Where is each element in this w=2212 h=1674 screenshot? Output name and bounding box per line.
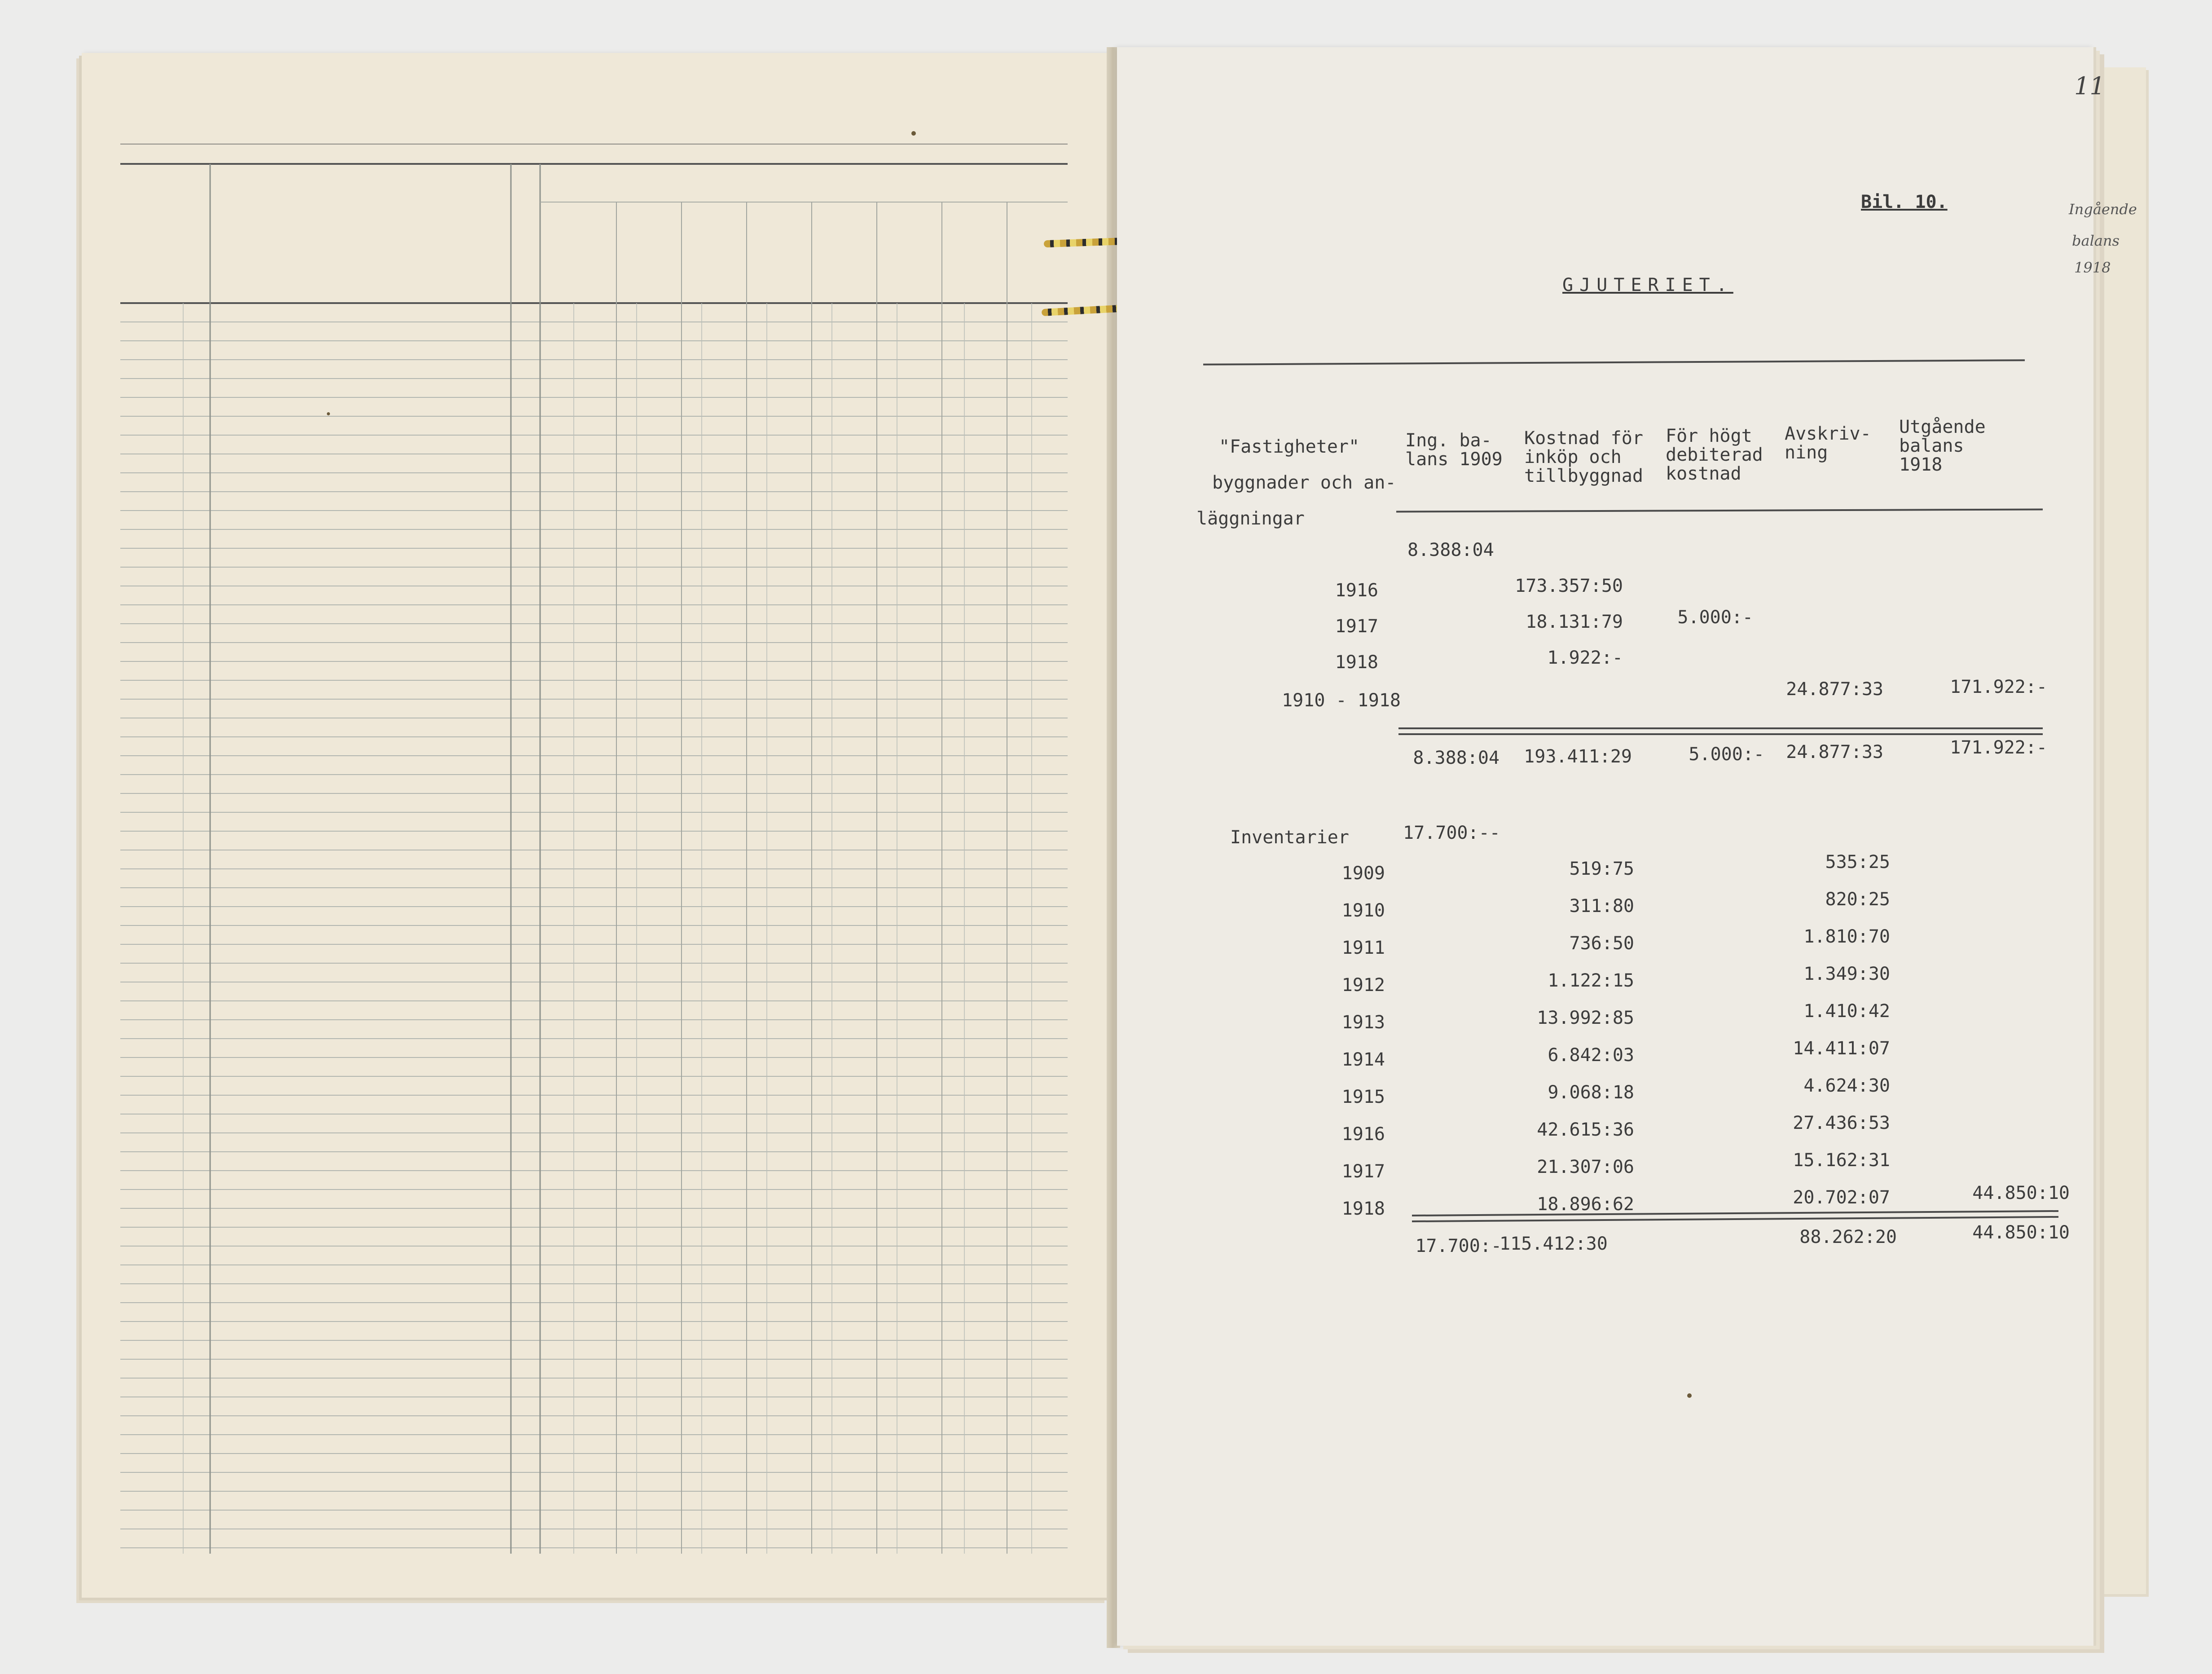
margin-note-1: Ingående bbox=[2069, 201, 2137, 218]
section2-row-avskrivning: 15.162:31 bbox=[1793, 1150, 1890, 1171]
section2-row-year: 1909 bbox=[1341, 863, 1385, 884]
header-avskrivning: Avskriv- ning bbox=[1785, 423, 1871, 463]
header-fastigheter: "Fastigheter" bbox=[1219, 436, 1360, 457]
section2-row-year: 1910 bbox=[1341, 900, 1385, 921]
section1-total-balans: 171.922:- bbox=[1950, 737, 2047, 758]
margin-note-2: balans bbox=[2072, 232, 2120, 249]
section2-row-year: 1918 bbox=[1341, 1198, 1385, 1219]
section1-row-year: 1917 bbox=[1335, 616, 1378, 637]
section2-row-kostnad: 1.122:15 bbox=[1548, 970, 1634, 991]
section2-row-kostnad: 311:80 bbox=[1569, 896, 1634, 916]
margin-page-number: 11 bbox=[2074, 72, 2105, 100]
margin-note-3: 1918 bbox=[2074, 259, 2111, 276]
section2-row-year: 1917 bbox=[1341, 1161, 1385, 1182]
section2-total-kostnad: 115.412:30 bbox=[1500, 1233, 1608, 1254]
section2-row-year: 1912 bbox=[1341, 975, 1385, 996]
section2-row-kostnad: 42.615:36 bbox=[1537, 1119, 1634, 1140]
section2-row-avskrivning: 1.349:30 bbox=[1803, 964, 1890, 984]
section2-label: Inventarier bbox=[1230, 827, 1349, 848]
section2-row-year: 1914 bbox=[1341, 1049, 1385, 1070]
section1-total-rule-1 bbox=[1398, 727, 2043, 729]
paper-speck bbox=[911, 131, 916, 136]
section1-opening: 8.388:04 bbox=[1407, 540, 1494, 560]
section2-row-avskrivning: 27.436:53 bbox=[1793, 1113, 1890, 1133]
section2-row-balans: 44.850:10 bbox=[1972, 1183, 2070, 1203]
section2-total-balans: 44.850:10 bbox=[1972, 1222, 2070, 1243]
section2-row-kostnad: 13.992:85 bbox=[1537, 1008, 1634, 1028]
page-title: GJUTERIET. bbox=[1562, 275, 1733, 295]
section2-row-avskrivning: 1.810:70 bbox=[1803, 926, 1890, 947]
section1-row-year: 1916 bbox=[1335, 580, 1378, 601]
section1-row-kostnad: 18.131:79 bbox=[1526, 612, 1623, 632]
section2-row-kostnad: 736:50 bbox=[1569, 933, 1634, 954]
section2-row-year: 1911 bbox=[1341, 938, 1385, 958]
section2-row-avskrivning: 20.702:07 bbox=[1793, 1187, 1890, 1208]
section1-row-year: 1918 bbox=[1335, 652, 1378, 673]
section1-total-avskrivning: 24.877:33 bbox=[1786, 742, 1883, 762]
paper-speck bbox=[327, 412, 330, 415]
section1-label-line2: läggningar bbox=[1196, 508, 1305, 529]
section2-row-year: 1913 bbox=[1341, 1012, 1385, 1033]
section1-row-balans: 171.922:- bbox=[1950, 677, 2047, 697]
section2-row-year: 1915 bbox=[1341, 1087, 1385, 1107]
section2-row-kostnad: 519:75 bbox=[1569, 859, 1634, 879]
header-debiterad: För högt debiterad kostnad bbox=[1666, 426, 1763, 484]
section2-row-year: 1916 bbox=[1341, 1124, 1385, 1145]
section2-total-avskrivning: 88.262:20 bbox=[1799, 1227, 1897, 1247]
section1-total-debiterad: 5.000:- bbox=[1689, 744, 1764, 765]
section2-row-avskrivning: 4.624:30 bbox=[1803, 1075, 1890, 1096]
section1-row-kostnad: 1.922:- bbox=[1547, 648, 1623, 668]
section2-row-avskrivning: 820:25 bbox=[1825, 889, 1890, 910]
section1-row-year: 1910 - 1918 bbox=[1282, 690, 1401, 711]
page-number: Bil. 10. bbox=[1861, 192, 1948, 212]
section2-total-ing: 17.700:- bbox=[1415, 1236, 1502, 1256]
header-kostnad: Kostnad för inköp och tillbyggnad bbox=[1524, 428, 1643, 486]
section1-total-kostnad: 193.411:29 bbox=[1524, 746, 1632, 767]
ledger-grid bbox=[120, 144, 1068, 1554]
section1-label-line1: byggnader och an- bbox=[1212, 472, 1396, 493]
header-ing-balans: Ing. ba- lans 1909 bbox=[1405, 430, 1503, 470]
section1-row-kostnad: 173.357:50 bbox=[1515, 576, 1623, 596]
paper-speck bbox=[1687, 1393, 1692, 1398]
section2-row-kostnad: 18.896:62 bbox=[1537, 1194, 1634, 1215]
header-utgaende: Utgående balans 1918 bbox=[1899, 417, 1986, 475]
section2-row-kostnad: 21.307:06 bbox=[1537, 1157, 1634, 1177]
section1-total-ing: 8.388:04 bbox=[1413, 748, 1500, 768]
section1-total-rule-2 bbox=[1398, 733, 2043, 735]
section2-row-kostnad: 9.068:18 bbox=[1548, 1082, 1634, 1103]
section1-row-avskrivning: 24.877:33 bbox=[1786, 679, 1883, 700]
section2-row-avskrivning: 535:25 bbox=[1825, 852, 1890, 872]
section1-row-debiterad: 5.000:- bbox=[1677, 607, 1753, 628]
section2-row-kostnad: 6.842:03 bbox=[1548, 1045, 1634, 1066]
section2-opening: 17.700:-- bbox=[1403, 823, 1500, 843]
section2-row-avskrivning: 1.410:42 bbox=[1803, 1001, 1890, 1022]
section2-row-avskrivning: 14.411:07 bbox=[1793, 1038, 1890, 1059]
